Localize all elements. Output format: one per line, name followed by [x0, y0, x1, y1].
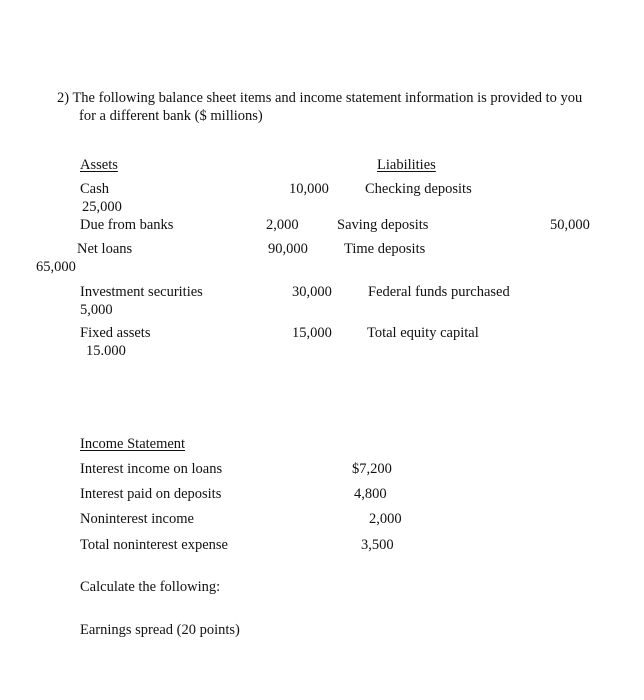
net-loans-value: 90,000 — [268, 241, 308, 257]
federal-funds-value: 5,000 — [80, 302, 113, 318]
earnings-spread-question: Earnings spread (20 points) — [80, 622, 240, 638]
question-line-1: 2) The following balance sheet items and income statement information is provided to you — [57, 90, 583, 106]
noninterest-income-label: Noninterest income — [80, 511, 194, 527]
saving-deposits-label: Saving deposits — [337, 217, 429, 233]
fixed-assets-value: 15,000 — [292, 325, 332, 341]
federal-funds-label: Federal funds purchased — [368, 284, 510, 300]
calculate-prompt: Calculate the following: — [80, 579, 221, 595]
time-deposits-label: Time deposits — [344, 241, 426, 257]
interest-income-value: $7,200 — [352, 461, 392, 477]
total-equity-label: Total equity capital — [367, 325, 479, 341]
income-statement-header: Income Statement — [80, 436, 186, 452]
noninterest-income-value: 2,000 — [369, 511, 402, 527]
checking-deposits-label: Checking deposits — [365, 181, 472, 197]
investment-securities-label: Investment securities — [80, 284, 203, 300]
cash-label: Cash — [80, 181, 109, 197]
interest-paid-value: 4,800 — [354, 486, 387, 502]
interest-income-label: Interest income on loans — [80, 461, 223, 477]
investment-securities-value: 30,000 — [292, 284, 332, 300]
cash-value: 10,000 — [289, 181, 329, 197]
time-deposits-value: 65,000 — [36, 259, 76, 275]
liabilities-header: Liabilities — [377, 157, 436, 173]
checking-deposits-value: 25,000 — [82, 199, 122, 215]
saving-deposits-value: 50,000 — [550, 217, 590, 233]
interest-paid-label: Interest paid on deposits — [80, 486, 222, 502]
due-from-banks-value: 2,000 — [266, 217, 299, 233]
total-equity-value: 15.000 — [86, 343, 126, 359]
noninterest-expense-value: 3,500 — [361, 537, 394, 553]
due-from-banks-label: Due from banks — [80, 217, 174, 233]
assets-header: Assets — [80, 157, 118, 173]
question-line-2: for a different bank ($ millions) — [79, 108, 263, 124]
fixed-assets-label: Fixed assets — [80, 325, 151, 341]
net-loans-label: Net loans — [77, 241, 133, 257]
noninterest-expense-label: Total noninterest expense — [80, 537, 228, 553]
